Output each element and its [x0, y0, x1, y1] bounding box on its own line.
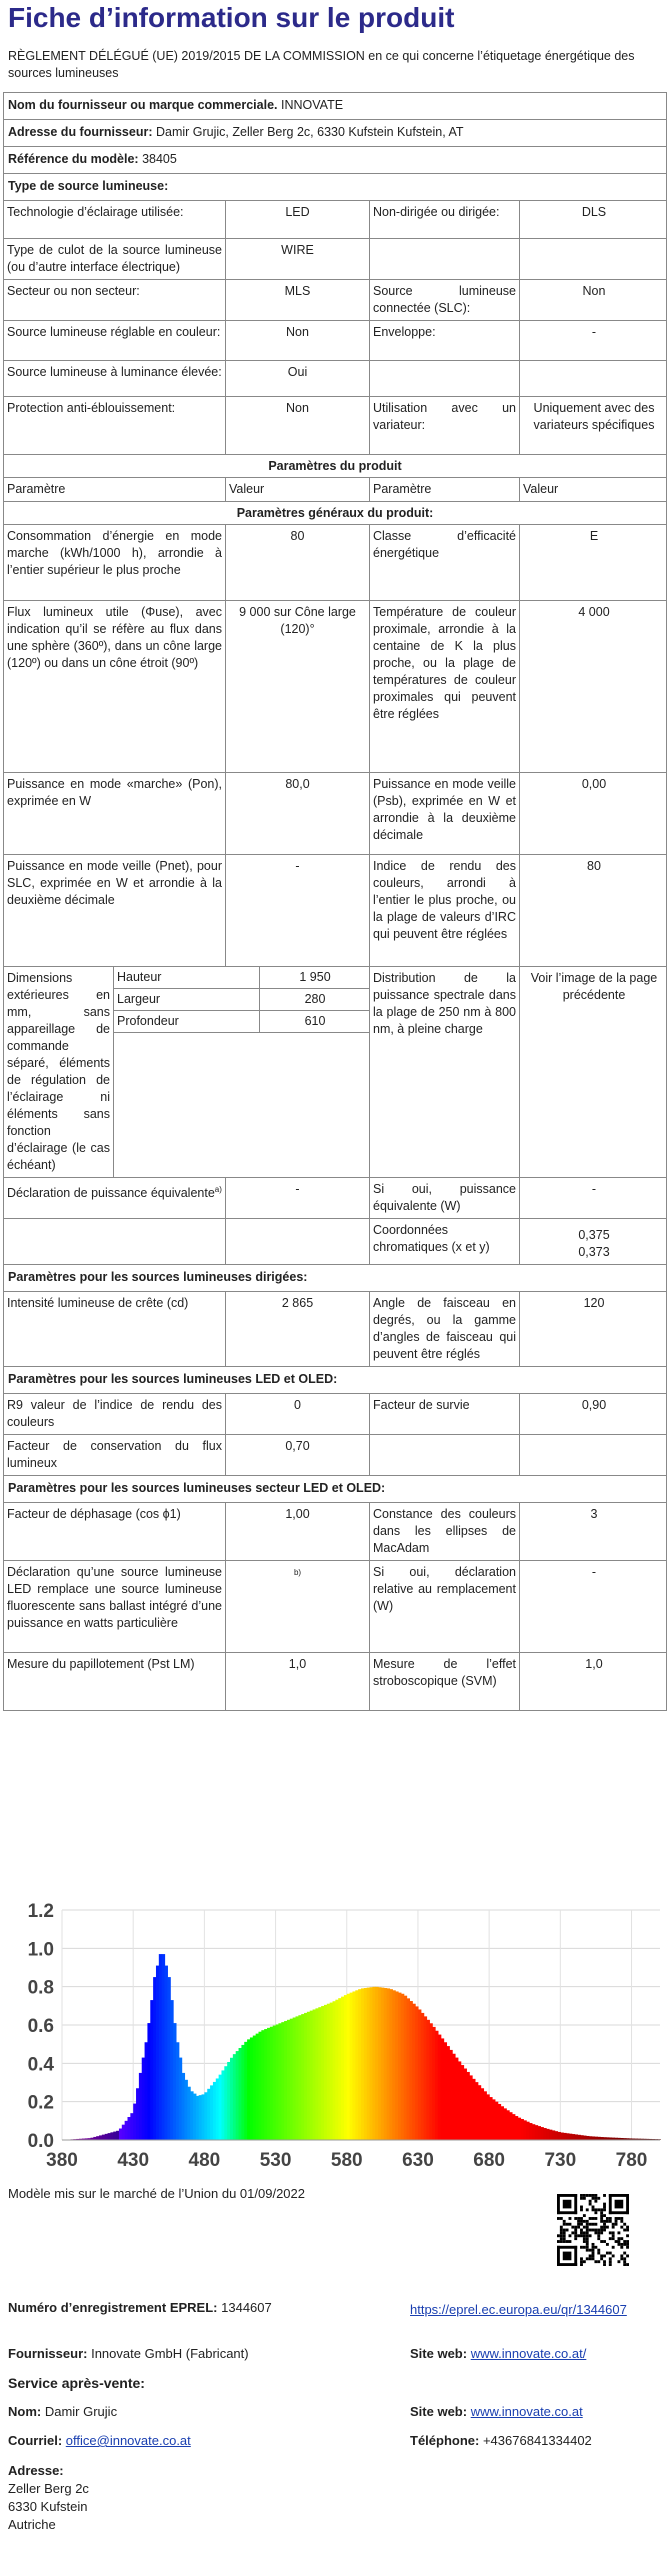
- market-date: Modèle mis sur le marché de l’Union du 01/09/2022: [8, 2186, 306, 2201]
- model-ref-value: 38405: [142, 152, 177, 166]
- param-value: LED: [226, 201, 370, 238]
- param-label: Flux lumineux utile (Φuse), avec indication qu’il se réfère au flux dans une sphère (360º), dans un cône large (120º) ou dans un cône étroit (90º): [4, 601, 226, 772]
- general-param-row: [3, 855, 667, 967]
- param-label: Secteur ou non secteur:: [4, 280, 226, 320]
- spectral-distribution-label: Distribution de la puissance spectrale dans la plage de 250 nm à 800 nm, à pleine charge: [370, 967, 520, 1177]
- param-value: 0,00: [581, 777, 607, 791]
- chromaticity-label: Coordonnées chromatiques (x et y): [370, 1219, 520, 1264]
- general-param-rows: [3, 525, 667, 967]
- peak-intensity-label: Intensité lumineuse de crête (cd): [4, 1292, 226, 1366]
- service-heading: Service après-vente:: [8, 2375, 145, 2391]
- dimension-name: Profondeur: [114, 1011, 260, 1033]
- mains-param-row: [3, 1561, 667, 1653]
- dimensions-subtable: [114, 967, 369, 1033]
- directional-heading: Paramètres pour les sources lumineuses dirigées:: [3, 1265, 667, 1292]
- param-value: 1,00: [226, 1503, 370, 1560]
- source-type-row: [3, 361, 667, 397]
- general-params-heading: Paramètres généraux du produit:: [3, 502, 667, 525]
- param-label: Enveloppe:: [370, 321, 520, 360]
- param-label: [370, 1435, 520, 1475]
- param-value: [520, 239, 668, 279]
- x-tick-label: 430: [117, 2150, 150, 2171]
- param-label: Mesure de l’effet stroboscopique (SVM): [370, 1653, 520, 1710]
- address-line-1: Zeller Berg 2c: [8, 2481, 89, 2496]
- param-value: 80: [226, 525, 370, 600]
- directional-row: [3, 1292, 667, 1367]
- service-name-row: Nom: Damir Grujic: [8, 2404, 118, 2419]
- param-label: Mesure du papillotement (Pst LM): [4, 1653, 226, 1710]
- general-param-row: [3, 773, 667, 855]
- service-name-value: Damir Grujic: [44, 2404, 118, 2419]
- param-value: WIRE: [226, 239, 370, 279]
- address-line-2: 6330 Kufstein: [8, 2499, 88, 2514]
- param-value: Non: [226, 397, 370, 454]
- y-tick-label: 0.0: [27, 2131, 54, 2152]
- mains-param-row: [3, 1653, 667, 1711]
- x-tick-label: 630: [402, 2150, 434, 2171]
- x-tick-label: 780: [615, 2150, 648, 2171]
- param-label: Puissance en mode veille (Pnet), pour SLC, exprimée en W et arrondie à la deuxième décimale: [4, 855, 226, 966]
- beam-angle-label: Angle de faisceau en degrés, ou la gamme d’angles de faisceau qui peuvent être réglés: [370, 1292, 520, 1366]
- supplier-address-value: Damir Grujic, Zeller Berg 2c, 6330 Kufstein Kufstein, AT: [155, 125, 464, 139]
- param-value: 4 000: [578, 605, 610, 619]
- param-value: Non: [226, 321, 370, 360]
- service-web-row: Site web: www.innovate.co.at: [410, 2404, 583, 2419]
- equivalent-power-w-label: Si oui, puissance équivalente (W): [370, 1178, 520, 1218]
- equivalent-power-value: -: [226, 1178, 370, 1218]
- peak-intensity-value: 2 865: [226, 1292, 370, 1366]
- supplier-name-value: INNOVATE: [281, 98, 344, 112]
- service-web-link[interactable]: www.innovate.co.at: [470, 2404, 583, 2419]
- param-label: Puissance en mode «marche» (Pon), exprimée en W: [4, 773, 226, 854]
- param-label: Facteur de déphasage (cos ϕ1): [4, 1503, 226, 1560]
- led-param-row: [3, 1394, 667, 1435]
- source-type-rows: [3, 201, 667, 455]
- chromaticity-values: 0,375 0,373: [578, 1228, 610, 1259]
- dimensions-values: [114, 967, 370, 1177]
- source-type-row: [3, 201, 667, 239]
- footnote-b: b): [293, 1568, 302, 1577]
- x-tick-label: 580: [330, 2150, 363, 2171]
- service-address: Adresse: Zeller Berg 2c 6330 Kufstein Autriche: [8, 2462, 658, 2534]
- col-header-param-1: Paramètre: [4, 478, 226, 501]
- mains-param-rows: [3, 1503, 667, 1711]
- eprel-row: [8, 2300, 388, 2315]
- model-ref-row: [3, 147, 667, 174]
- supplier-value: Innovate GmbH (Fabricant): [91, 2346, 249, 2361]
- param-label: Source lumineuse connectée (SLC):: [370, 280, 520, 320]
- chromaticity-row: [3, 1219, 667, 1265]
- eprel-link[interactable]: https://eprel.ec.europa.eu/qr/1344607: [410, 2302, 627, 2317]
- x-tick-label: 730: [544, 2150, 577, 2171]
- general-param-row: [3, 525, 667, 601]
- param-value: Non: [582, 284, 606, 298]
- product-sheet-table: [3, 92, 667, 1711]
- param-value: MLS: [226, 280, 370, 320]
- y-tick-label: 0.6: [27, 2016, 54, 2037]
- supplier-name-label: Nom du fournisseur ou marque commerciale.: [8, 98, 278, 112]
- source-type-row: [3, 321, 667, 361]
- product-params-heading: Paramètres du produit: [3, 455, 667, 478]
- param-value: E: [589, 529, 599, 543]
- y-tick-label: 0.4: [27, 2054, 54, 2076]
- dimension-name: Hauteur: [114, 967, 260, 989]
- equivalent-power-label: Déclaration de puissance équivalente$^{a)}$: [4, 1178, 226, 1218]
- supplier-address-label: Adresse du fournisseur:: [8, 125, 153, 139]
- service-phone-row: Téléphone: +43676841334402: [410, 2433, 592, 2448]
- col-header-param-2: Paramètre: [370, 478, 520, 501]
- general-param-row: [3, 601, 667, 773]
- supplier-web-row: Site web: www.innovate.co.at/: [410, 2346, 587, 2361]
- param-value: -: [591, 325, 597, 339]
- param-value: [226, 1561, 370, 1652]
- param-label: Facteur de survie: [370, 1394, 520, 1434]
- param-value: [520, 361, 668, 396]
- param-value: 9 000 sur Cône large (120)°: [226, 601, 370, 772]
- supplier-name-row: [3, 93, 667, 120]
- service-mail-link[interactable]: office@innovate.co.at: [65, 2433, 191, 2448]
- equivalent-power-w-value: -: [591, 1182, 597, 1196]
- dimensions-label: Dimensions extérieures en mm, sans appareillage de commande séparé, éléments de régulation de l’éclairage ni éléments sans fonction d’éclairage (le cas échéant): [4, 967, 114, 1177]
- column-header-row: [3, 478, 667, 502]
- param-label: Indice de rendu des couleurs, arrondi à l’entier le plus proche, ou la plage de valeurs d’IRC qui peuvent être réglées: [370, 855, 520, 966]
- eprel-label: Numéro d’enregistrement EPREL:: [8, 2300, 218, 2315]
- led-param-row: [3, 1435, 667, 1476]
- param-label: Non-dirigée ou dirigée:: [370, 201, 520, 238]
- param-value: 3: [590, 1507, 598, 1521]
- param-value: 1,0: [585, 1657, 603, 1671]
- param-value: [520, 1435, 668, 1475]
- x-tick-label: 680: [473, 2150, 505, 2171]
- qr-code-icon[interactable]: [557, 2194, 629, 2266]
- param-label: Déclaration qu’une source lumineuse LED remplace une source lumineuse fluorescente sans ballast intégré d’une puissance en watts particulière: [4, 1561, 226, 1652]
- mains-heading: Paramètres pour les sources lumineuses secteur LED et OLED:: [3, 1476, 667, 1503]
- param-value: -: [226, 855, 370, 966]
- param-value: 0,70: [226, 1435, 370, 1475]
- supplier-row: Fournisseur: Innovate GmbH (Fabricant): [8, 2346, 249, 2361]
- x-tick-label: 530: [259, 2150, 292, 2171]
- regulation-text: RÈGLEMENT DÉLÉGUÉ (UE) 2019/2015 DE LA COMMISSION en ce qui concerne l’étiquetage énergétique des sources lumineuses: [8, 49, 635, 80]
- led-param-rows: [3, 1394, 667, 1476]
- y-tick-label: 1.2: [27, 1901, 54, 1922]
- x-tick-label: 480: [188, 2150, 221, 2171]
- param-label: Source lumineuse réglable en couleur:: [4, 321, 226, 360]
- y-tick-label: 0.2: [27, 2092, 54, 2114]
- param-label: Si oui, déclaration relative au remplacement (W): [370, 1561, 520, 1652]
- param-label: Facteur de conservation du flux lumineux: [4, 1435, 226, 1475]
- param-value: Oui: [226, 361, 370, 396]
- dimensions-row: [3, 967, 667, 1178]
- param-value: Uniquement avec des variateurs spécifiques: [533, 401, 655, 432]
- param-label: Type de culot de la source lumineuse (ou d’autre interface électrique): [4, 239, 226, 279]
- param-label: Technologie d’éclairage utilisée:: [4, 201, 226, 238]
- equivalent-power-row: [3, 1178, 667, 1219]
- y-tick-label: 1.0: [27, 1939, 54, 1961]
- col-header-value-2: Valeur: [523, 482, 559, 496]
- y-tick-label: 0.8: [27, 1977, 54, 1999]
- col-header-value-1: Valeur: [226, 478, 370, 501]
- param-label: Utilisation avec un variateur:: [370, 397, 520, 454]
- param-value: 80,0: [226, 773, 370, 854]
- eprel-link-wrap: [410, 2300, 635, 2319]
- param-value: 0,90: [581, 1398, 607, 1412]
- service-mail-row: Courriel: office@innovate.co.at: [8, 2433, 191, 2448]
- param-label: Température de couleur proximale, arrondie à la centaine de K la plus proche, ou la plage de températures de couleur proximales qui peuvent être réglées: [370, 601, 520, 772]
- param-value: 1,0: [226, 1653, 370, 1710]
- dimension-value: 1 950: [260, 967, 370, 989]
- supplier-web-link[interactable]: www.innovate.co.at/: [470, 2346, 587, 2361]
- source-type-row: [3, 280, 667, 321]
- param-label: Puissance en mode veille (Psb), exprimée en W et arrondie à la deuxième décimale: [370, 773, 520, 854]
- x-tick-label: 380: [46, 2150, 78, 2171]
- spectral-power-chart: [0, 1900, 672, 2175]
- beam-angle-value: 120: [583, 1296, 605, 1310]
- param-label: Classe d’efficacité énergétique: [370, 525, 520, 600]
- source-type-row: [3, 397, 667, 455]
- dimension-value: 280: [260, 989, 370, 1011]
- param-label: Constance des couleurs dans les ellipses de MacAdam: [370, 1503, 520, 1560]
- param-label: [370, 239, 520, 279]
- spectral-chart-svg: [0, 1900, 672, 2175]
- param-label: Protection anti-éblouissement:: [4, 397, 226, 454]
- mains-param-row: [3, 1503, 667, 1561]
- param-value: DLS: [581, 205, 607, 219]
- source-type-row: [3, 239, 667, 280]
- param-value: 0: [226, 1394, 370, 1434]
- address-line-3: Autriche: [8, 2517, 56, 2532]
- param-label: Consommation d’énergie en mode marche (kWh/1000 h), arrondie à l’entier supérieur le plus proche: [4, 525, 226, 600]
- led-heading: Paramètres pour les sources lumineuses LED et OLED:: [3, 1367, 667, 1394]
- source-type-heading: Type de source lumineuse:: [3, 174, 667, 201]
- eprel-value: 1344607: [221, 2300, 272, 2315]
- param-value: -: [591, 1565, 597, 1579]
- param-label: [370, 361, 520, 396]
- dimension-value: 610: [260, 1011, 370, 1033]
- supplier-address-row: [3, 120, 667, 147]
- param-label: Source lumineuse à luminance élevée:: [4, 361, 226, 396]
- model-ref-label: Référence du modèle:: [8, 152, 139, 166]
- param-value: 80: [587, 859, 601, 873]
- service-phone-value: +43676841334402: [482, 2433, 592, 2448]
- dimension-name: Largeur: [114, 989, 260, 1011]
- page-title: Fiche d’information sur le produit: [8, 2, 455, 33]
- spectral-distribution-value: Voir l’image de la page précédente: [530, 971, 658, 1002]
- param-label: R9 valeur de l’indice de rendu des couleurs: [4, 1394, 226, 1434]
